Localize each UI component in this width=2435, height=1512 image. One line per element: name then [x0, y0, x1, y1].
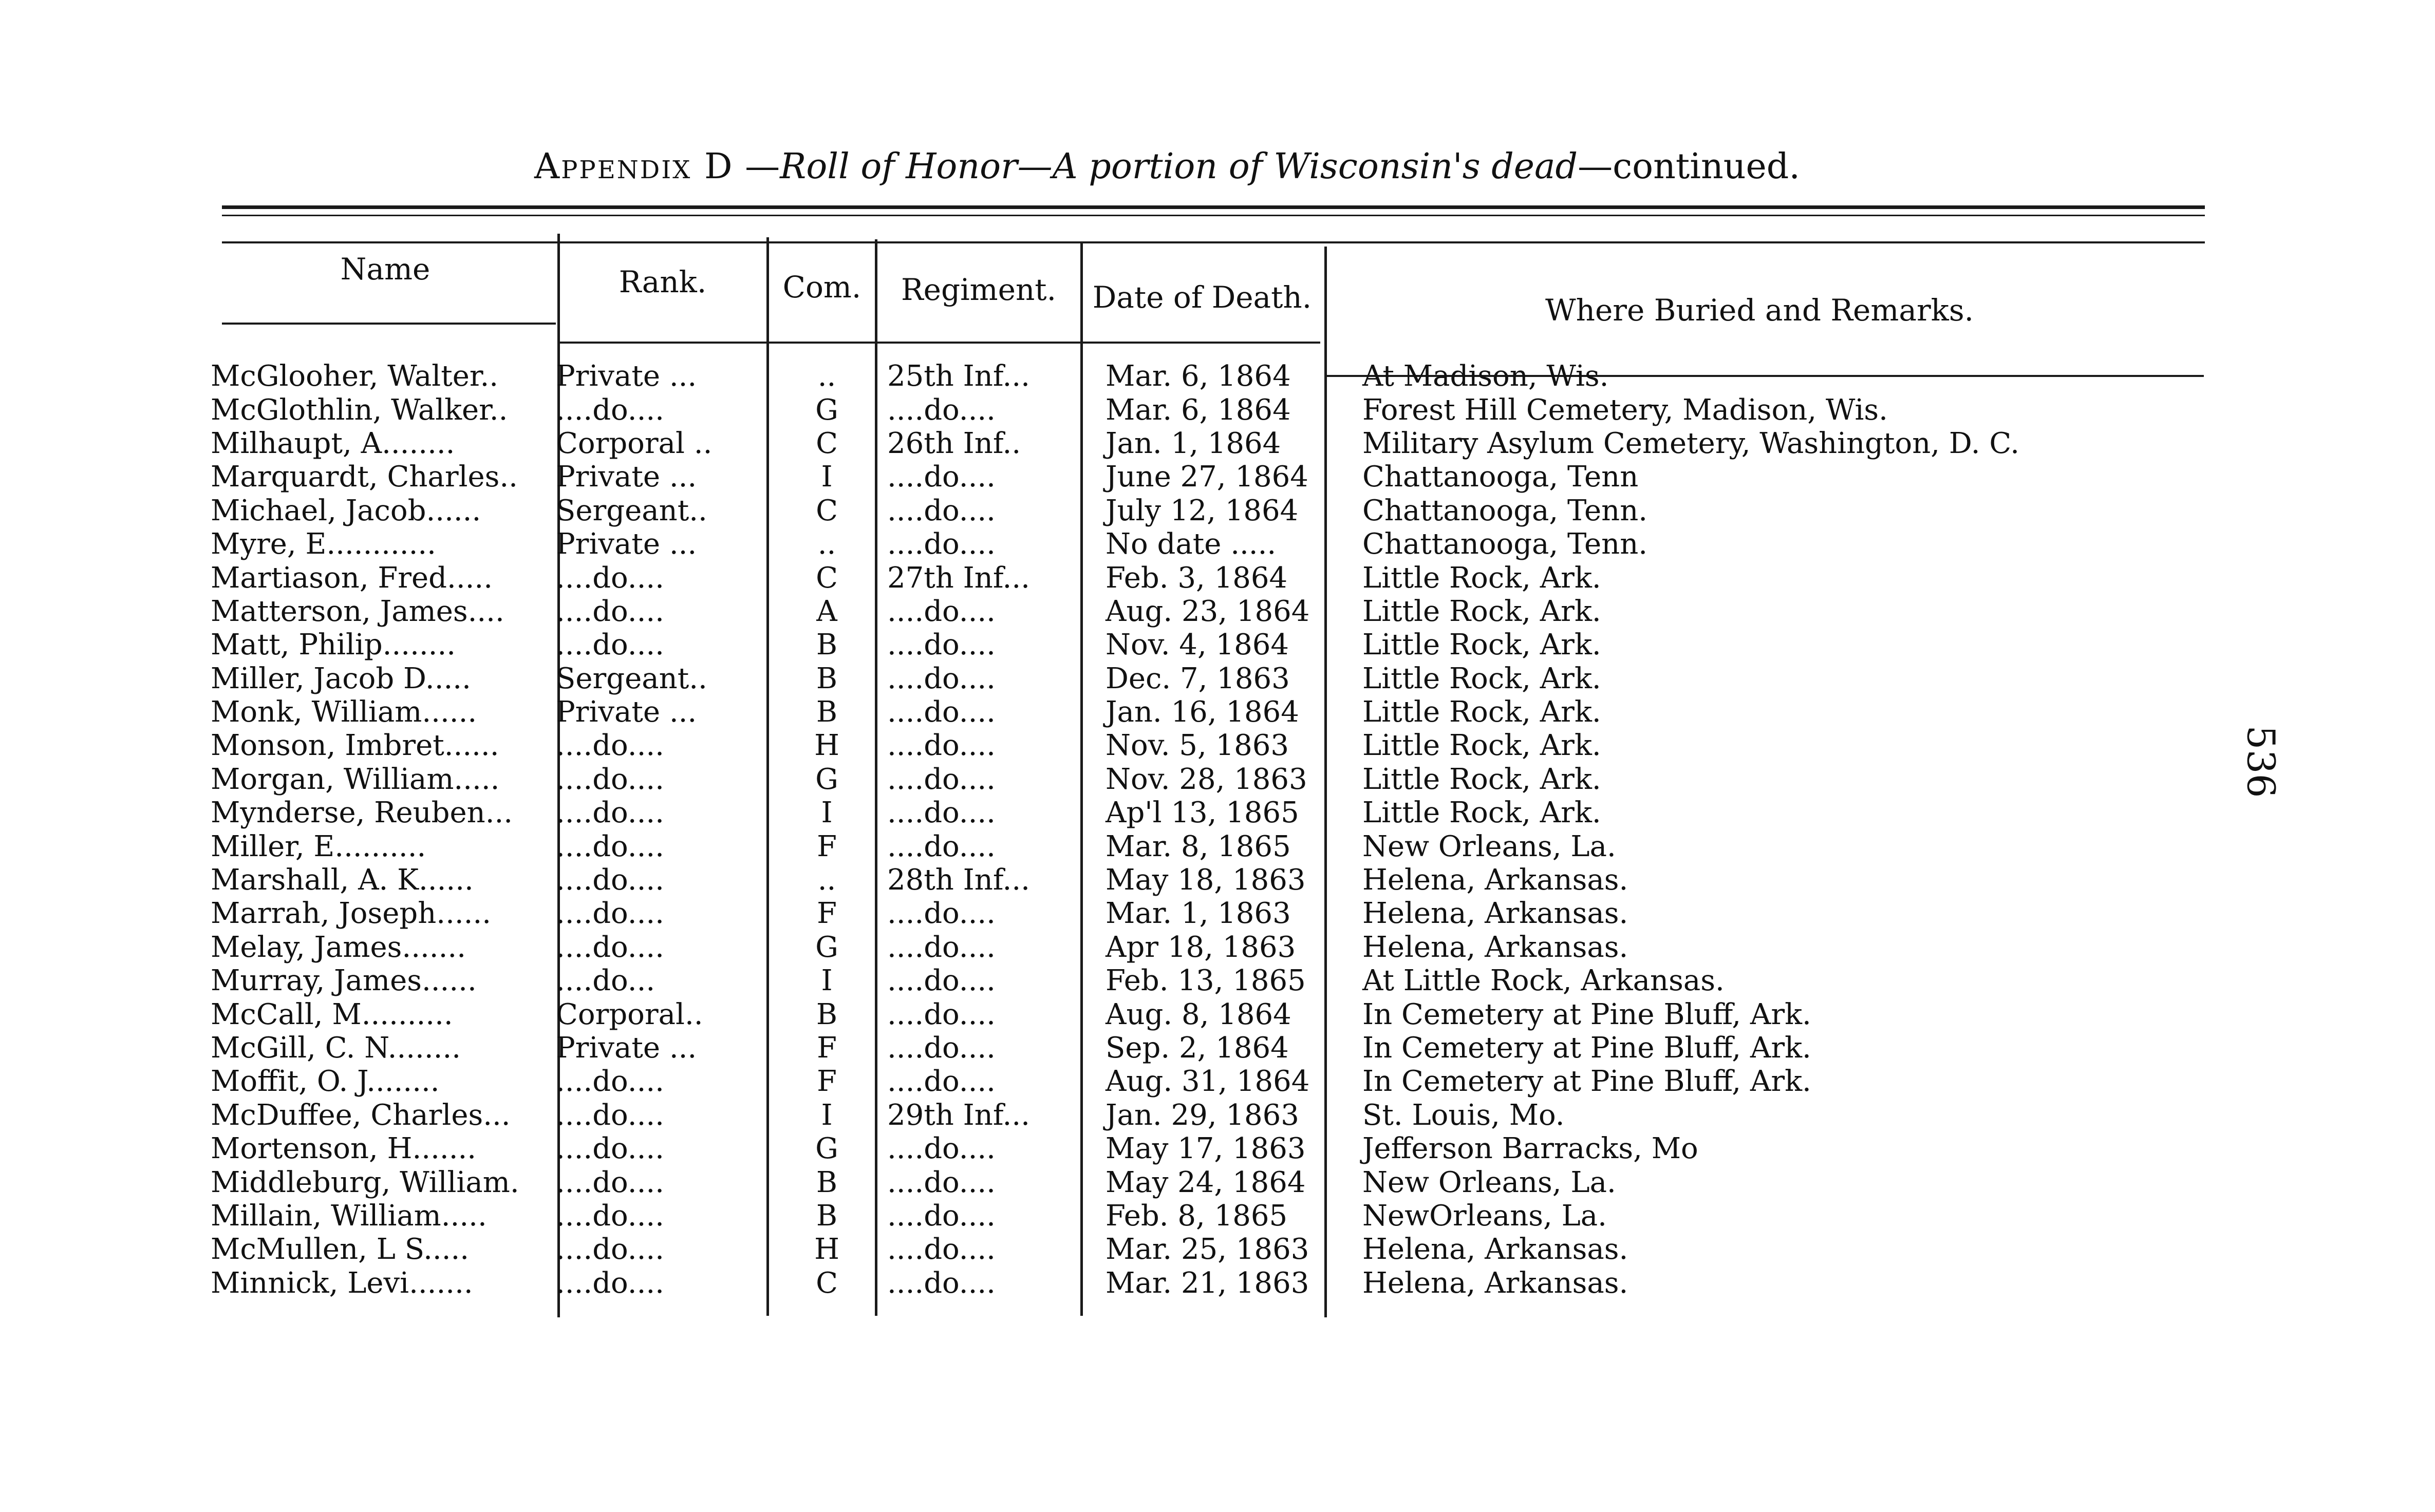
- cell-com: ..: [817, 863, 836, 897]
- cell-name: Marquardt, Charles..: [211, 460, 518, 494]
- cell-com: ..: [817, 527, 836, 561]
- cell-name: Matt, Philip........: [211, 628, 456, 662]
- header-name: Name: [340, 252, 430, 287]
- cell-date: Jan. 16, 1864: [1106, 695, 1299, 729]
- table-row: [211, 427, 2019, 460]
- cell-com: F: [817, 897, 837, 931]
- cell-rank: ....do....: [556, 863, 664, 897]
- cell-where: Helena, Arkansas.: [1362, 863, 1628, 897]
- cell-where: New Orleans, La.: [1362, 1165, 1616, 1199]
- cell-com: B: [816, 1199, 838, 1233]
- table-row: [211, 729, 2019, 762]
- cell-name: Milhaupt, A........: [211, 426, 455, 460]
- cell-rank: ....do....: [556, 1266, 664, 1300]
- header-com: Com.: [782, 270, 861, 305]
- cell-com: C: [816, 426, 838, 460]
- cell-rank: ....do....: [556, 393, 664, 427]
- cell-com: A: [816, 594, 837, 628]
- cell-name: McDuffee, Charles...: [211, 1098, 511, 1132]
- cell-name: Mynderse, Reuben...: [211, 796, 513, 830]
- cell-rank: Private ...: [556, 527, 697, 561]
- header-date: Date of Death.: [1092, 280, 1312, 315]
- cell-where: In Cemetery at Pine Bluff, Ark.: [1362, 1065, 1811, 1099]
- cell-name: Michael, Jacob......: [211, 494, 481, 527]
- cell-date: Mar. 21, 1863: [1106, 1266, 1309, 1300]
- cell-regiment: ....do....: [887, 930, 996, 964]
- table-row: [211, 561, 2019, 594]
- cell-name: Middleburg, William.: [211, 1165, 519, 1199]
- cell-com: I: [821, 964, 833, 998]
- cell-name: McGill, C. N........: [211, 1031, 461, 1065]
- cell-date: Mar. 8, 1865: [1106, 829, 1291, 863]
- cell-rank: ....do...: [556, 964, 655, 998]
- cell-com: C: [816, 561, 838, 595]
- cell-name: Monk, William......: [211, 695, 477, 729]
- cell-date: Ap'l 13, 1865: [1106, 796, 1299, 830]
- table-row: [211, 931, 2019, 964]
- cell-name: Matterson, James....: [211, 594, 504, 628]
- header-rank: Rank.: [619, 264, 707, 299]
- cell-rank: Corporal ..: [556, 426, 713, 460]
- cell-regiment: ....do....: [887, 829, 996, 863]
- cell-regiment: ....do....: [887, 964, 996, 998]
- table-row: [211, 964, 2019, 997]
- cell-rank: Sergeant..: [556, 662, 707, 695]
- cell-regiment: ....do....: [887, 1165, 996, 1199]
- cell-date: Nov. 5, 1863: [1106, 729, 1289, 763]
- cell-name: McCall, M..........: [211, 997, 453, 1031]
- title-rule-thick: [222, 205, 2205, 209]
- cell-regiment: ....do....: [887, 1132, 996, 1166]
- title-rule-thin: [222, 215, 2205, 216]
- cell-date: Nov. 4, 1864: [1106, 628, 1289, 662]
- roll-of-honor-table: [211, 360, 2019, 1300]
- cell-where: In Cemetery at Pine Bluff, Ark.: [1362, 997, 1811, 1031]
- cell-name: Miller, E..........: [211, 829, 426, 863]
- cell-name: Marshall, A. K......: [211, 863, 474, 897]
- cell-name: McMullen, L S.....: [211, 1233, 470, 1267]
- cell-rank: ....do....: [556, 796, 664, 830]
- cell-rank: ....do....: [556, 1199, 664, 1233]
- page-number: 536: [2238, 725, 2283, 798]
- cell-regiment: 25th Inf...: [887, 360, 1030, 393]
- cell-date: Aug. 23, 1864: [1106, 594, 1310, 628]
- cell-where: Little Rock, Ark.: [1362, 729, 1601, 763]
- cell-regiment: ....do....: [887, 460, 996, 494]
- table-row: [211, 360, 2019, 393]
- cell-date: Mar. 6, 1864: [1106, 360, 1291, 393]
- cell-rank: ....do....: [556, 1233, 664, 1267]
- cell-rank: ....do....: [556, 829, 664, 863]
- cell-com: I: [821, 460, 833, 494]
- cell-where: Little Rock, Ark.: [1362, 594, 1601, 628]
- cell-where: Helena, Arkansas.: [1362, 1233, 1628, 1267]
- cell-rank: ....do....: [556, 930, 664, 964]
- cell-where: At Little Rock, Arkansas.: [1362, 964, 1725, 998]
- table-row: [211, 628, 2019, 662]
- header-rule-top: [222, 241, 2205, 243]
- cell-where: NewOrleans, La.: [1362, 1199, 1607, 1233]
- cell-name: Martiason, Fred.....: [211, 561, 493, 595]
- cell-where: Little Rock, Ark.: [1362, 762, 1601, 796]
- table-row: [211, 1267, 2019, 1300]
- cell-regiment: ....do....: [887, 762, 996, 796]
- table-row: [211, 393, 2019, 426]
- cell-where: Helena, Arkansas.: [1362, 1266, 1628, 1300]
- page-title: [534, 146, 1921, 187]
- cell-com: C: [816, 494, 838, 527]
- header-where: Where Buried and Remarks.: [1545, 293, 1974, 328]
- cell-date: Mar. 6, 1864: [1106, 393, 1291, 427]
- table-row: [211, 829, 2019, 863]
- cell-rank: Sergeant..: [556, 494, 707, 527]
- cell-where: St. Louis, Mo.: [1362, 1098, 1565, 1132]
- cell-regiment: ....do....: [887, 796, 996, 830]
- cell-where: Little Rock, Ark.: [1362, 796, 1601, 830]
- cell-com: G: [815, 393, 838, 427]
- cell-where: New Orleans, La.: [1362, 829, 1616, 863]
- cell-date: Nov. 28, 1863: [1106, 762, 1307, 796]
- cell-name: Murray, James......: [211, 964, 477, 998]
- cell-regiment: ....do....: [887, 695, 996, 729]
- cell-regiment: ....do....: [887, 1199, 996, 1233]
- cell-date: Feb. 8, 1865: [1106, 1199, 1288, 1233]
- cell-com: F: [817, 1031, 837, 1065]
- table-row: [211, 662, 2019, 695]
- cell-rank: ....do....: [556, 628, 664, 662]
- title-dash: —: [734, 146, 780, 187]
- cell-regiment: ....do....: [887, 1233, 996, 1267]
- title-prefix: Appendix D: [534, 146, 734, 187]
- cell-name: Millain, William.....: [211, 1199, 487, 1233]
- cell-com: G: [815, 1132, 838, 1166]
- table-row: [211, 863, 2019, 897]
- cell-com: H: [814, 1233, 839, 1267]
- cell-com: G: [815, 930, 838, 964]
- cell-where: Chattanooga, Tenn: [1362, 460, 1639, 494]
- cell-regiment: ....do....: [887, 1065, 996, 1099]
- cell-rank: ....do....: [556, 1098, 664, 1132]
- cell-name: Moffit, O. J........: [211, 1065, 440, 1099]
- cell-com: G: [815, 762, 838, 796]
- cell-name: McGlothlin, Walker..: [211, 393, 508, 427]
- cell-where: Military Asylum Cemetery, Washington, D. C.: [1362, 426, 2020, 460]
- title-italic: Roll of Honor—A portion of Wisconsin's dead: [780, 146, 1578, 187]
- cell-rank: ....do....: [556, 594, 664, 628]
- cell-date: Aug. 31, 1864: [1106, 1065, 1310, 1099]
- cell-name: Mortenson, H.......: [211, 1132, 477, 1166]
- cell-regiment: ....do....: [887, 897, 996, 931]
- header-rule-bottom-left: [222, 323, 556, 325]
- cell-com: I: [821, 1098, 833, 1132]
- cell-regiment: 26th Inf..: [887, 426, 1021, 460]
- table-row: [211, 1031, 2019, 1065]
- cell-date: Sep. 2, 1864: [1106, 1031, 1289, 1065]
- cell-com: B: [816, 628, 838, 662]
- cell-regiment: ....do....: [887, 997, 996, 1031]
- cell-com: I: [821, 796, 833, 830]
- cell-regiment: ....do....: [887, 527, 996, 561]
- cell-name: Myre, E............: [211, 527, 436, 561]
- cell-regiment: 27th Inf...: [887, 561, 1030, 595]
- cell-where: Chattanooga, Tenn.: [1362, 527, 1648, 561]
- cell-regiment: ....do....: [887, 628, 996, 662]
- cell-regiment: ....do....: [887, 594, 996, 628]
- cell-rank: Private ...: [556, 360, 697, 393]
- cell-com: F: [817, 829, 837, 863]
- cell-com: B: [816, 997, 838, 1031]
- cell-com: B: [816, 662, 838, 695]
- cell-rank: ....do....: [556, 561, 664, 595]
- cell-date: July 12, 1864: [1106, 494, 1299, 527]
- cell-where: Forest Hill Cemetery, Madison, Wis.: [1362, 393, 1888, 427]
- cell-date: Aug. 8, 1864: [1106, 997, 1291, 1031]
- cell-date: Mar. 25, 1863: [1106, 1233, 1309, 1267]
- table-row: [211, 1199, 2019, 1233]
- cell-where: In Cemetery at Pine Bluff, Ark.: [1362, 1031, 1811, 1065]
- cell-regiment: ....do....: [887, 662, 996, 695]
- cell-com: H: [814, 729, 839, 763]
- cell-where: Chattanooga, Tenn.: [1362, 494, 1648, 527]
- cell-regiment: ....do....: [887, 1031, 996, 1065]
- cell-date: May 24, 1864: [1106, 1165, 1306, 1199]
- table-row: [211, 527, 2019, 561]
- cell-name: Monson, Imbret......: [211, 729, 499, 763]
- cell-com: B: [816, 1165, 838, 1199]
- cell-where: Little Rock, Ark.: [1362, 662, 1601, 695]
- cell-date: Feb. 3, 1864: [1106, 561, 1288, 595]
- table-row: [211, 494, 2019, 527]
- cell-rank: Private ...: [556, 1031, 697, 1065]
- cell-where: Little Rock, Ark.: [1362, 695, 1601, 729]
- cell-com: F: [817, 1065, 837, 1099]
- cell-where: At Madison, Wis.: [1362, 360, 1609, 393]
- cell-name: Melay, James.......: [211, 930, 466, 964]
- cell-name: Miller, Jacob D.....: [211, 662, 471, 695]
- cell-name: Marrah, Joseph......: [211, 897, 492, 931]
- cell-where: Helena, Arkansas.: [1362, 930, 1628, 964]
- cell-date: Dec. 7, 1863: [1106, 662, 1290, 695]
- table-row: [211, 997, 2019, 1031]
- cell-rank: ....do....: [556, 762, 664, 796]
- table-row: [211, 1065, 2019, 1098]
- cell-rank: Corporal..: [556, 997, 703, 1031]
- cell-date: Feb. 13, 1865: [1106, 964, 1306, 998]
- header-rule-bottom-mid: [560, 342, 1320, 344]
- table-row: [211, 460, 2019, 494]
- cell-regiment: 29th Inf...: [887, 1098, 1030, 1132]
- cell-name: McGlooher, Walter..: [211, 360, 499, 393]
- cell-date: May 17, 1863: [1106, 1132, 1306, 1166]
- cell-regiment: ....do....: [887, 1266, 996, 1300]
- cell-date: May 18, 1863: [1106, 863, 1306, 897]
- cell-com: B: [816, 695, 838, 729]
- cell-where: Helena, Arkansas.: [1362, 897, 1628, 931]
- cell-rank: Private ...: [556, 460, 697, 494]
- table-row: [211, 595, 2019, 628]
- cell-where: Little Rock, Ark.: [1362, 561, 1601, 595]
- cell-date: Jan. 29, 1863: [1106, 1098, 1299, 1132]
- cell-regiment: ....do....: [887, 393, 996, 427]
- table-row: [211, 1233, 2019, 1266]
- cell-rank: ....do....: [556, 729, 664, 763]
- table-row: [211, 695, 2019, 729]
- cell-date: Mar. 1, 1863: [1106, 897, 1291, 931]
- cell-date: Apr 18, 1863: [1106, 930, 1296, 964]
- cell-com: ..: [817, 360, 836, 393]
- table-row: [211, 1165, 2019, 1199]
- cell-date: June 27, 1864: [1106, 460, 1308, 494]
- cell-regiment: 28th Inf...: [887, 863, 1030, 897]
- cell-regiment: ....do....: [887, 729, 996, 763]
- cell-rank: ....do....: [556, 1065, 664, 1099]
- cell-date: Jan. 1, 1864: [1106, 426, 1281, 460]
- table-row: [211, 796, 2019, 829]
- cell-rank: ....do....: [556, 1165, 664, 1199]
- cell-where: Jefferson Barracks, Mo: [1362, 1132, 1698, 1166]
- cell-rank: ....do....: [556, 897, 664, 931]
- cell-rank: ....do....: [556, 1132, 664, 1166]
- cell-name: Minnick, Levi.......: [211, 1266, 473, 1300]
- cell-where: Little Rock, Ark.: [1362, 628, 1601, 662]
- table-row: [211, 1099, 2019, 1132]
- cell-date: No date .....: [1106, 527, 1277, 561]
- cell-regiment: ....do....: [887, 494, 996, 527]
- cell-name: Morgan, William.....: [211, 762, 500, 796]
- table-row: [211, 897, 2019, 930]
- table-row: [211, 1132, 2019, 1165]
- cell-com: C: [816, 1266, 838, 1300]
- cell-rank: Private ...: [556, 695, 697, 729]
- header-regiment: Regiment.: [901, 272, 1057, 307]
- title-suffix: —continued.: [1578, 146, 1800, 187]
- table-row: [211, 763, 2019, 796]
